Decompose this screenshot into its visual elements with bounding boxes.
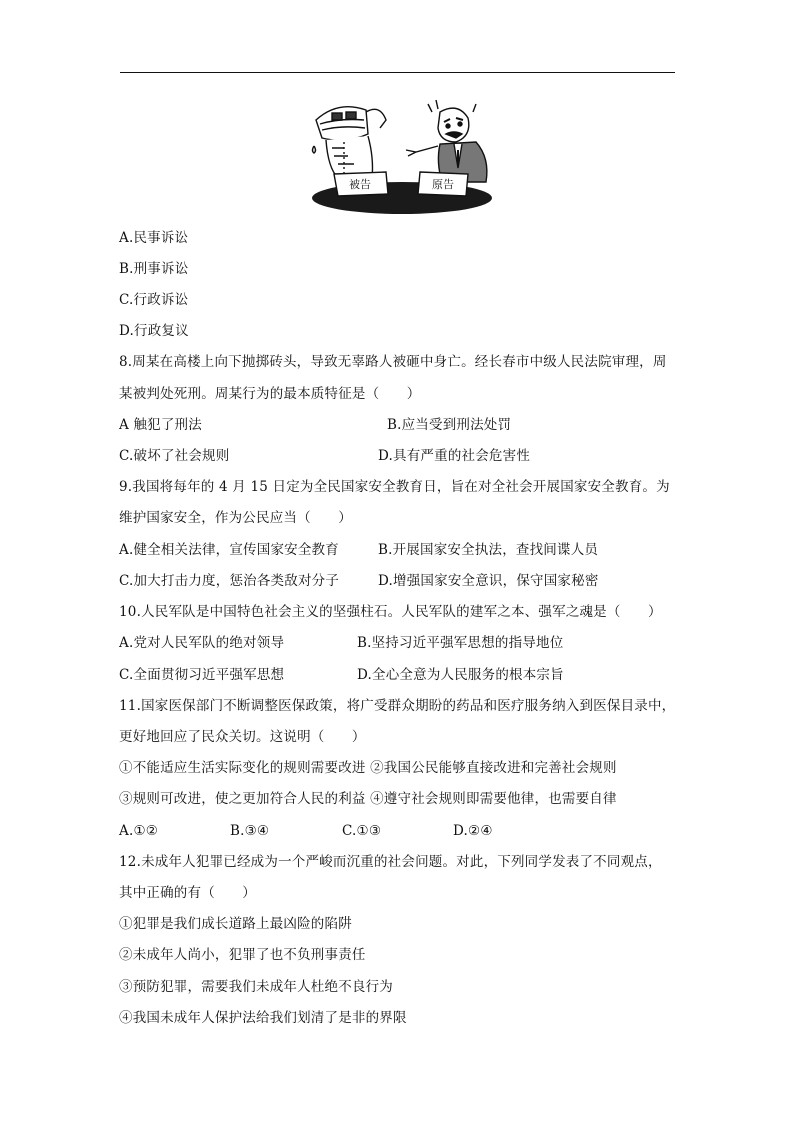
q10-option-c: C.全面贯彻习近平强军思想 <box>119 667 285 683</box>
q7-option-a: A.民事诉讼 <box>119 230 189 246</box>
defendant-figure <box>313 107 387 178</box>
q8-option-a: A 触犯了刑法 <box>119 417 202 433</box>
q9-stem-line2: 维护国家安全，作为公民应当（ ） <box>119 510 352 526</box>
q11-option-b: B.③④ <box>230 823 270 839</box>
courtroom-cartoon <box>308 98 496 216</box>
plaintiff-label: 原告 <box>432 178 454 191</box>
q8-option-b: B.应当受到刑法处罚 <box>387 417 512 433</box>
q12-statement-2: ②未成年人尚小，犯罪了也不负刑事责任 <box>119 947 366 963</box>
q9-option-b: B.开展国家安全执法，查找间谍人员 <box>378 542 599 558</box>
q11-stem-line2: 更好地回应了民众关切。这说明（ ） <box>119 729 366 745</box>
q11-option-a: A.①② <box>119 823 159 839</box>
header-rule <box>120 72 675 73</box>
q7-option-d: D.行政复议 <box>119 323 189 339</box>
q11-statements-line2: ③规则可改进，使之更加符合人民的利益 ④遵守社会规则即需要他律，也需要自律 <box>119 791 617 807</box>
q9-option-a: A.健全相关法律，宣传国家安全教育 <box>119 542 339 558</box>
q12-stem-line2: 其中正确的有（ ） <box>119 885 256 901</box>
q12-statement-3: ③预防犯罪，需要我们未成年人杜绝不良行为 <box>119 979 393 995</box>
q8-option-d: D.具有严重的社会危害性 <box>378 448 531 464</box>
q11-option-d: D.②④ <box>453 823 493 839</box>
defendant-label: 被告 <box>349 178 371 191</box>
q8-stem-line1: 8.周某在高楼上向下抛掷砖头，导致无辜路人被砸中身亡。经长春市中级人民法院审理，周 <box>119 354 667 370</box>
q10-stem: 10.人民军队是中国特色社会主义的坚强柱石。人民军队的建军之本、强军之魂是（ ） <box>119 604 662 620</box>
q12-statement-1: ①犯罪是我们成长道路上最凶险的陷阱 <box>119 916 352 932</box>
q10-option-b: B.坚持习近平强军思想的指导地位 <box>357 635 564 651</box>
q9-stem-line1: 9.我国将每年的 4 月 15 日定为全民国家安全教育日，旨在对全社会开展国家安全教育。为 <box>119 479 670 495</box>
q8-stem-line2: 某被判处死刑。周某行为的最本质特征是（ ） <box>119 386 421 402</box>
q11-option-c: C.①③ <box>342 823 382 839</box>
q7-option-c: C.行政诉讼 <box>119 292 189 308</box>
q9-option-d: D.增强国家安全意识，保守国家秘密 <box>378 573 599 589</box>
q10-option-d: D.全心全意为人民服务的根本宗旨 <box>357 667 564 683</box>
plaintiff-figure <box>406 100 487 182</box>
q9-option-c: C.加大打击力度，惩治各类敌对分子 <box>119 573 340 589</box>
q12-stem-line1: 12.未成年人犯罪已经成为一个严峻而沉重的社会问题。对此，下列同学发表了不同观点， <box>119 854 662 870</box>
q11-stem-line1: 11.国家医保部门不断调整医保政策，将广受群众期盼的药品和医疗服务纳入到医保目录中， <box>119 698 676 714</box>
q7-option-b: B.刑事诉讼 <box>119 261 189 277</box>
q10-option-a: A.党对人民军队的绝对领导 <box>119 635 285 651</box>
q8-option-c: C.破坏了社会规则 <box>119 448 230 464</box>
q11-statements-line1: ①不能适应生活实际变化的规则需要改进 ②我国公民能够直接改进和完善社会规则 <box>119 760 617 776</box>
q12-statement-4: ④我国未成年人保护法给我们划清了是非的界限 <box>119 1010 407 1026</box>
